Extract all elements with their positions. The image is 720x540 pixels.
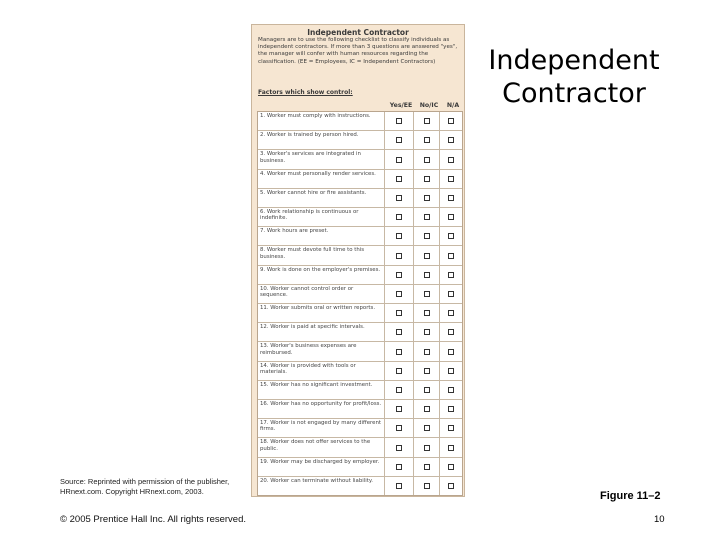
checkbox-yes-ee[interactable] <box>396 157 402 163</box>
checklist-row <box>258 131 462 150</box>
checkbox-cell <box>440 189 462 207</box>
checkbox-cell <box>414 112 440 130</box>
checkbox-yes-ee[interactable] <box>396 310 402 316</box>
checkbox-cell <box>385 438 415 456</box>
checkbox-cell <box>440 419 462 437</box>
checklist-question: 3. Worker's services are integrated in business. <box>258 150 385 168</box>
checklist-row <box>258 112 462 131</box>
column-header-no-ic: No/IC <box>419 102 439 109</box>
checkbox-no-ic[interactable] <box>424 176 430 182</box>
checkbox-cell <box>414 323 440 341</box>
independent-contractor-form <box>251 24 465 497</box>
checklist-row <box>258 323 462 342</box>
checklist-question: 18. Worker does not offer services to the public. <box>258 438 385 456</box>
checklist-question: 12. Worker is paid at specific intervals. <box>258 323 385 341</box>
checkbox-cell <box>440 477 462 495</box>
checklist-row <box>258 419 462 438</box>
checkbox-cell <box>414 170 440 188</box>
checklist-grid <box>257 111 463 496</box>
checkbox-yes-ee[interactable] <box>396 406 402 412</box>
checkbox-cell <box>440 208 462 226</box>
checkbox-cell <box>440 458 462 476</box>
checkbox-cell <box>385 112 415 130</box>
checkbox-cell <box>414 400 440 418</box>
checkbox-no-ic[interactable] <box>424 445 430 451</box>
checkbox-na[interactable] <box>448 310 454 316</box>
checkbox-cell <box>385 458 415 476</box>
checkbox-cell <box>440 438 462 456</box>
checklist-row <box>258 189 462 208</box>
checkbox-cell <box>385 400 415 418</box>
checkbox-yes-ee[interactable] <box>396 483 402 489</box>
checklist-row <box>258 246 462 265</box>
checkbox-no-ic[interactable] <box>424 157 430 163</box>
checkbox-cell <box>414 131 440 149</box>
checkbox-na[interactable] <box>448 272 454 278</box>
checkbox-no-ic[interactable] <box>424 310 430 316</box>
checkbox-cell <box>385 304 415 322</box>
checkbox-cell <box>440 266 462 284</box>
checklist-question: 19. Worker may be discharged by employer. <box>258 458 385 476</box>
checkbox-yes-ee[interactable] <box>396 272 402 278</box>
checkbox-cell <box>385 419 415 437</box>
checkbox-yes-ee[interactable] <box>396 137 402 143</box>
checkbox-na[interactable] <box>448 291 454 297</box>
checkbox-cell <box>440 131 462 149</box>
checkbox-cell <box>385 131 415 149</box>
form-instructions: Managers are to use the following checklist to classify individuals as independent contractors. If more than 3 questions are answered "yes", the manager will confer with human resources regarding the classification. (EE = Employees, IC = Independent Contractors) <box>258 37 458 65</box>
checklist-question: 11. Worker submits oral or written reports. <box>258 304 385 322</box>
form-title: Independent Contractor <box>307 28 409 37</box>
checkbox-cell <box>385 323 415 341</box>
checklist-question: 20. Worker can terminate without liability. <box>258 477 385 495</box>
checkbox-cell <box>440 381 462 399</box>
checkbox-no-ic[interactable] <box>424 349 430 355</box>
checklist-row <box>258 400 462 419</box>
checkbox-yes-ee[interactable] <box>396 291 402 297</box>
column-header-na: N/A <box>446 102 460 109</box>
checkbox-cell <box>385 246 415 264</box>
checkbox-na[interactable] <box>448 195 454 201</box>
checkbox-cell <box>440 304 462 322</box>
checkbox-cell <box>385 189 415 207</box>
checklist-question: 6. Work relationship is continuous or indefinite. <box>258 208 385 226</box>
checklist-row <box>258 458 462 477</box>
checkbox-no-ic[interactable] <box>424 464 430 470</box>
checkbox-cell <box>385 342 415 360</box>
checkbox-na[interactable] <box>448 445 454 451</box>
checkbox-cell <box>385 227 415 245</box>
checkbox-na[interactable] <box>448 425 454 431</box>
checkbox-na[interactable] <box>448 464 454 470</box>
checkbox-no-ic[interactable] <box>424 368 430 374</box>
checkbox-no-ic[interactable] <box>424 253 430 259</box>
checklist-row <box>258 227 462 246</box>
checklist-question: 10. Worker cannot control order or sequence. <box>258 285 385 303</box>
checklist-row <box>258 342 462 361</box>
checklist-question: 9. Work is done on the employer's premises. <box>258 266 385 284</box>
checkbox-cell <box>385 477 415 495</box>
checkbox-no-ic[interactable] <box>424 329 430 335</box>
checkbox-no-ic[interactable] <box>424 387 430 393</box>
checkbox-cell <box>440 112 462 130</box>
checklist-row <box>258 381 462 400</box>
checkbox-no-ic[interactable] <box>424 272 430 278</box>
checkbox-cell <box>414 150 440 168</box>
checkbox-cell <box>414 458 440 476</box>
checklist-question: 2. Worker is trained by person hired. <box>258 131 385 149</box>
checkbox-yes-ee[interactable] <box>396 233 402 239</box>
checkbox-yes-ee[interactable] <box>396 464 402 470</box>
checklist-question: 17. Worker is not engaged by many different firms. <box>258 419 385 437</box>
checkbox-na[interactable] <box>448 329 454 335</box>
checkbox-no-ic[interactable] <box>424 425 430 431</box>
slide-title <box>478 44 670 110</box>
checkbox-cell <box>385 266 415 284</box>
checkbox-cell <box>440 170 462 188</box>
checkbox-yes-ee[interactable] <box>396 445 402 451</box>
checkbox-cell <box>414 189 440 207</box>
checkbox-cell <box>385 362 415 380</box>
checkbox-na[interactable] <box>448 214 454 220</box>
checkbox-na[interactable] <box>448 176 454 182</box>
checklist-question: 13. Worker's business expenses are reimbursed. <box>258 342 385 360</box>
checkbox-yes-ee[interactable] <box>396 387 402 393</box>
checkbox-cell <box>385 285 415 303</box>
checkbox-na[interactable] <box>448 349 454 355</box>
checkbox-na[interactable] <box>448 118 454 124</box>
checklist-question: 14. Worker is provided with tools or materials. <box>258 362 385 380</box>
checkbox-cell <box>385 150 415 168</box>
checkbox-no-ic[interactable] <box>424 406 430 412</box>
checklist-row <box>258 150 462 169</box>
factors-label: Factors which show control: <box>258 89 353 96</box>
checklist-question: 5. Worker cannot hire or fire assistants. <box>258 189 385 207</box>
checklist-row <box>258 285 462 304</box>
checkbox-no-ic[interactable] <box>424 118 430 124</box>
checkbox-cell <box>414 419 440 437</box>
checklist-question: 15. Worker has no significant investment. <box>258 381 385 399</box>
checkbox-cell <box>440 246 462 264</box>
checkbox-cell <box>414 304 440 322</box>
checkbox-yes-ee[interactable] <box>396 195 402 201</box>
checklist-question: 8. Worker must devote full time to this business. <box>258 246 385 264</box>
checklist-row <box>258 438 462 457</box>
column-header-yes-ee: Yes/EE <box>389 102 413 109</box>
checkbox-no-ic[interactable] <box>424 195 430 201</box>
source-note: Source: Reprinted with permission of the publisher, HRnext.com. Copyright HRnext.com, 2003. <box>60 477 230 496</box>
checklist-question: 16. Worker has no opportunity for profit/loss. <box>258 400 385 418</box>
checkbox-yes-ee[interactable] <box>396 118 402 124</box>
checkbox-cell <box>440 150 462 168</box>
checkbox-na[interactable] <box>448 368 454 374</box>
checklist-row <box>258 304 462 323</box>
checkbox-cell <box>440 227 462 245</box>
checkbox-no-ic[interactable] <box>424 137 430 143</box>
checklist-row <box>258 170 462 189</box>
copyright-notice: © 2005 Prentice Hall Inc. All rights reserved. <box>60 514 247 525</box>
checkbox-cell <box>440 342 462 360</box>
checkbox-cell <box>414 227 440 245</box>
checkbox-na[interactable] <box>448 233 454 239</box>
checklist-question: 4. Worker must personally render services. <box>258 170 385 188</box>
checkbox-yes-ee[interactable] <box>396 176 402 182</box>
checkbox-cell <box>414 266 440 284</box>
checkbox-yes-ee[interactable] <box>396 253 402 259</box>
checkbox-cell <box>414 477 440 495</box>
figure-label: Figure 11–2 <box>600 490 661 502</box>
checkbox-na[interactable] <box>448 483 454 489</box>
checkbox-no-ic[interactable] <box>424 291 430 297</box>
checklist-row <box>258 266 462 285</box>
checkbox-cell <box>385 170 415 188</box>
checkbox-cell <box>414 285 440 303</box>
checkbox-cell <box>414 381 440 399</box>
checkbox-no-ic[interactable] <box>424 214 430 220</box>
checkbox-yes-ee[interactable] <box>396 425 402 431</box>
checkbox-na[interactable] <box>448 406 454 412</box>
checkbox-cell <box>440 323 462 341</box>
checklist-row <box>258 477 462 495</box>
checkbox-cell <box>414 246 440 264</box>
checkbox-cell <box>385 208 415 226</box>
checklist-question: 1. Worker must comply with instructions. <box>258 112 385 130</box>
checkbox-na[interactable] <box>448 253 454 259</box>
checkbox-cell <box>440 400 462 418</box>
checklist-row <box>258 362 462 381</box>
checkbox-cell <box>414 342 440 360</box>
checkbox-yes-ee[interactable] <box>396 329 402 335</box>
checkbox-na[interactable] <box>448 137 454 143</box>
checkbox-na[interactable] <box>448 157 454 163</box>
slide-title-line-2: Contractor <box>502 78 646 109</box>
checklist-row <box>258 208 462 227</box>
checkbox-cell <box>414 208 440 226</box>
checkbox-cell <box>440 285 462 303</box>
slide-title-line-1: Independent <box>488 45 660 76</box>
checkbox-cell <box>440 362 462 380</box>
checkbox-cell <box>385 381 415 399</box>
page-number: 10 <box>654 514 665 525</box>
checklist-question: 7. Work hours are preset. <box>258 227 385 245</box>
checkbox-na[interactable] <box>448 387 454 393</box>
checkbox-no-ic[interactable] <box>424 233 430 239</box>
checkbox-cell <box>414 438 440 456</box>
checkbox-cell <box>414 362 440 380</box>
checkbox-yes-ee[interactable] <box>396 368 402 374</box>
checkbox-yes-ee[interactable] <box>396 349 402 355</box>
checkbox-no-ic[interactable] <box>424 483 430 489</box>
checkbox-yes-ee[interactable] <box>396 214 402 220</box>
